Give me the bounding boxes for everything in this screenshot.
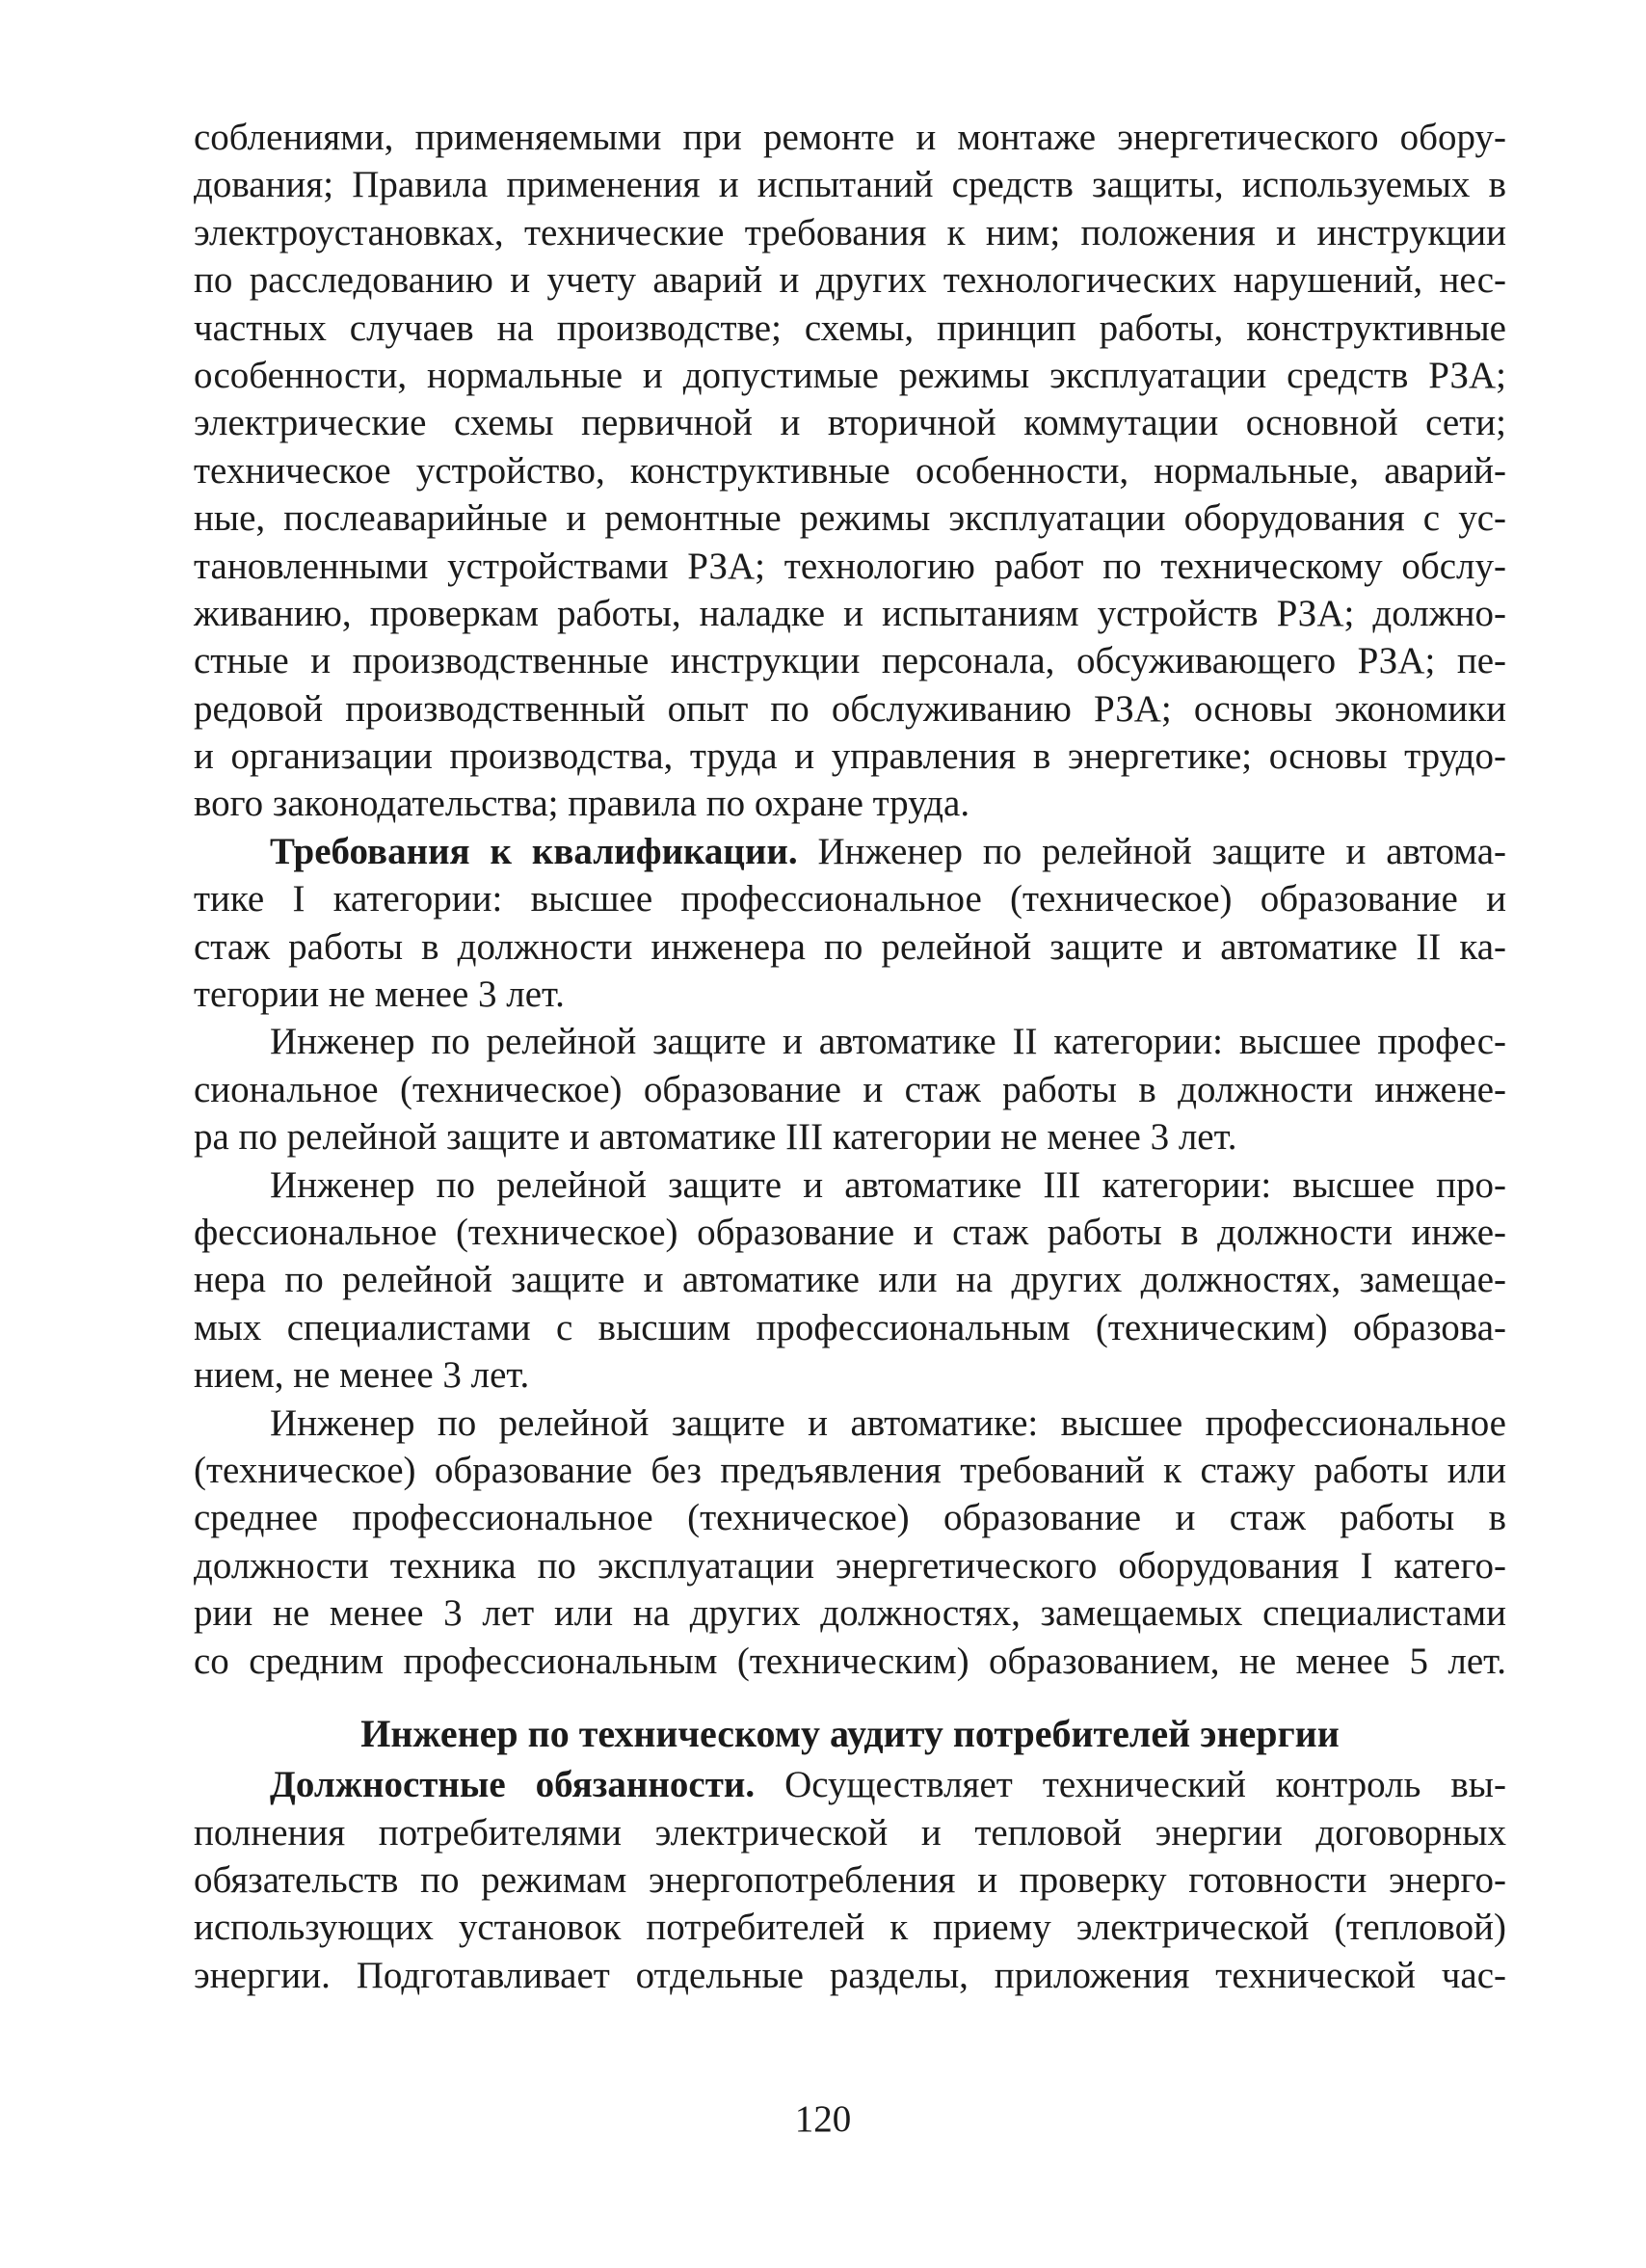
text-line: [194, 828, 1506, 875]
text-line: и организации производства, труда и управления в энергетике; основы трудо-: [194, 735, 1506, 778]
text-line: энергии. Подготавливает отдельные разделы, приложения технической час-: [194, 1954, 1506, 1996]
text-line: использующих установок потребителей к приему электрической (тепловой): [194, 1907, 1506, 1949]
text-line: электроустановках, технические требования к ним; положения и инструкции: [194, 211, 1506, 253]
paragraph-duties: [194, 1761, 1506, 1999]
paragraph-qualification: [194, 828, 1506, 1019]
text-line: стные и производственные инструкции персонала, обсуживающего РЗА; пе-: [194, 640, 1506, 682]
text-line: Инженер по релейной защите и автоматике II категории: высшее профес-: [270, 1021, 1506, 1063]
text-line: особенности, нормальные и допустимые режимы эксплуатации средств РЗА;: [194, 354, 1506, 396]
text-run: Инженер по релейной защите и автома-: [797, 830, 1507, 872]
text-line: со средним профессиональным (техническим) образованием, не менее 5 лет.: [194, 1640, 1506, 1682]
text-line: техническое устройство, конструктивные особенности, нормальные, аварий-: [194, 449, 1506, 492]
text-line: обязательств по режимам энергопотребления и проверку готовности энерго-: [194, 1859, 1506, 1902]
page-number: 120: [794, 2098, 852, 2140]
text-line: ра по релейной защите и автоматике III категории не менее 3 лет.: [194, 1116, 1237, 1159]
text-run: Осуществляет технический контроль вы-: [755, 1764, 1506, 1806]
text-line: частных случаев на производстве; схемы, принцип работы, конструктивные: [194, 307, 1506, 349]
text-line: мых специалистами с высшим профессиональным (техническим) образова-: [194, 1306, 1506, 1348]
text-line: тике I категории: высшее профессиональное (техническое) образование и: [194, 878, 1506, 921]
text-line: фессиональное (техническое) образование и стаж работы в должности инже-: [194, 1211, 1506, 1253]
text-line: нием, не менее 3 лет.: [194, 1354, 530, 1397]
text-line: должности техника по эксплуатации энергетического оборудования I катего-: [194, 1544, 1506, 1587]
text-line: стаж работы в должности инженера по релейной защите и автоматике II ка-: [194, 925, 1506, 968]
duties-label: Должностные обязанности.: [270, 1764, 756, 1806]
text-line: сиональное (техническое) образование и стаж работы в должности инжене-: [194, 1068, 1506, 1110]
text-line: полнения потребителями электрической и тепловой энергии договорных: [194, 1811, 1506, 1854]
text-line: электрические схемы первичной и вторичной коммутации основной сети;: [194, 402, 1506, 444]
text-line: среднее профессиональное (техническое) образование и стаж работы в: [194, 1497, 1506, 1539]
section-heading: Инженер по техническому аудиту потребителей энергии: [360, 1711, 1340, 1755]
paragraph-1: [194, 114, 1506, 828]
text-line: нера по релейной защите и автоматике или на других должностях, замещае-: [194, 1259, 1506, 1301]
text-line: по расследованию и учету аварий и других технологических нарушений, нес-: [194, 259, 1506, 302]
text-line: дования; Правила применения и испытаний средств защиты, используемых в: [194, 164, 1506, 206]
text-line: [194, 1761, 1506, 1808]
text-line: тановленными устройствами РЗА; технологию работ по техническому обслу-: [194, 545, 1506, 587]
text-line: тегории не менее 3 лет.: [194, 974, 565, 1016]
text-line: живанию, проверкам работы, наладке и испытаниям устройств РЗА; должно-: [194, 592, 1506, 634]
body-text: [194, 114, 1506, 1999]
paragraph-4: [194, 1161, 1506, 1400]
paragraph-5: [194, 1400, 1506, 1685]
paragraph-3: [194, 1018, 1506, 1161]
qualification-label: Требования к квалификации.: [270, 830, 798, 872]
text-line: Инженер по релейной защите и автоматике III категории: высшее про-: [270, 1163, 1506, 1206]
text-line: Инженер по релейной защите и автоматике: высшее профессиональное: [270, 1401, 1506, 1444]
text-line: вого законодательства; правила по охране труда.: [194, 783, 970, 825]
text-line: соблениями, применяемыми при ремонте и монтаже энергетического обору-: [194, 117, 1506, 158]
text-line: редовой производственный опыт по обслуживанию РЗА; основы экономики: [194, 687, 1506, 730]
text-line: ные, послеаварийные и ремонтные режимы эксплуатации оборудования с ус-: [194, 497, 1506, 540]
text-line: рии не менее 3 лет или на других должностях, замещаемых специалистами: [194, 1592, 1506, 1635]
text-line: (техническое) образование без предъявления требований к стажу работы или: [194, 1449, 1506, 1491]
